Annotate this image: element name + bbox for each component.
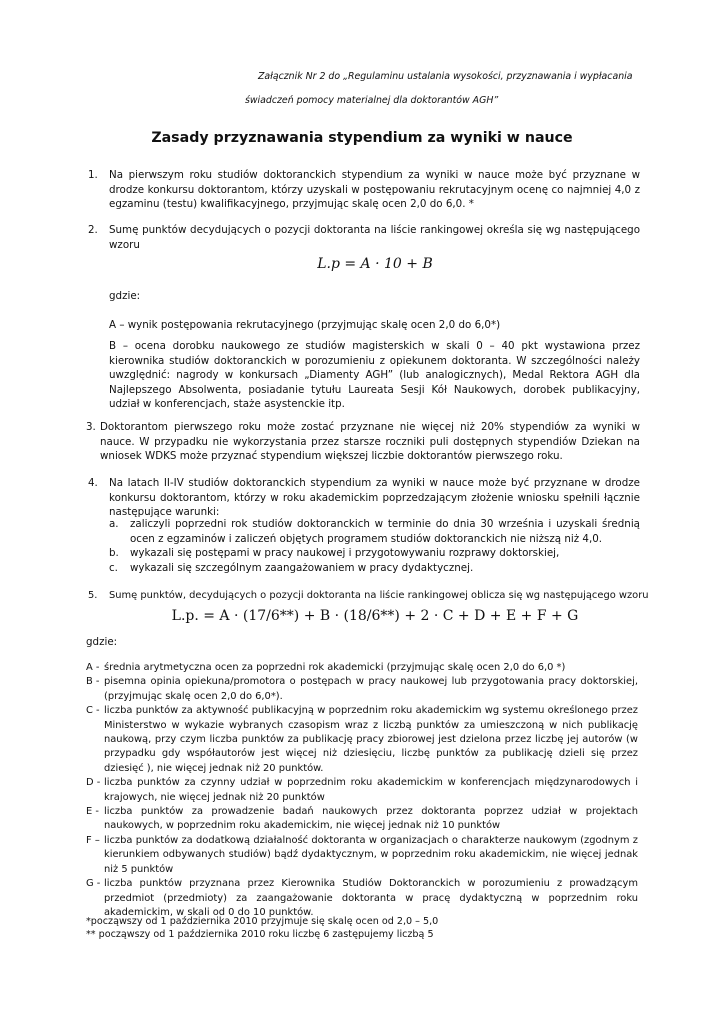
- section-2-number: 2.: [88, 224, 98, 236]
- section-3-text: Doktorantom pierwszego roku może zostać przyznane nie więcej niż 20% stypendiów za wyniki w nauce. W przypadku nie wykorzystania przez starsze roczniki puli dostępnych stypendiów Dziekan na wniosek WDKS może przyznać stypendium większej liczbie doktorantów pierwszego roku.: [100, 421, 640, 463]
- definition-g-label: G -: [86, 878, 101, 890]
- definition-f-label: F –: [86, 834, 100, 846]
- header-line-1: Załącznik Nr 2 do „Regulaminu ustalania wysokości, przyznawania i wypłacania: [258, 71, 633, 82]
- section-4-number: 4.: [88, 477, 98, 489]
- section-2-gdzie: gdzie:: [109, 290, 141, 302]
- footnote-2: ** począwszy od 1 października 2010 roku liczbę 6 zastępujemy liczbą 5: [86, 929, 434, 940]
- section-1: [88, 168, 640, 212]
- section-4-sublist: [109, 517, 640, 575]
- definition-a-label: A -: [86, 662, 100, 673]
- definition-b-text: pisemna opinia opiekuna/promotora o postępach w pracy naukowej lub przygotowania pracy doktorskiej, (przyjmując skalę ocen 2,0 do 6,0*).: [104, 676, 638, 702]
- definition-c: [86, 704, 638, 776]
- section-1-number: 1.: [88, 169, 98, 181]
- section-2: [88, 223, 640, 252]
- definition-e-label: E -: [86, 806, 99, 818]
- formula-1: L.p = A · 10 + B: [317, 256, 433, 272]
- section-1-text: Na pierwszym roku studiów doktoranckich stypendium za wyniki w nauce może być przyznane w drodze konkursu doktorantom, którzy uzyskali w postępowaniu rekrutacyjnym ocenę co najmniej 4,0 z egzaminu (testu) kwalifikacyjnego, przyjmując skalę ocen 2,0 do 6,0. *: [109, 169, 640, 211]
- section-5-text: Sumę punktów, decydujących o pozycji doktoranta na liście rankingowej oblicza się wg następującego wzoru: [109, 590, 649, 601]
- definition-f-text: liczba punktów za dodatkową działalność doktoranta w organizacjach o charakterze naukowym (zgodnym z kierunkiem odbywanych studiów) bądź dydaktycznym, w poprzednim roku akademickim, nie więcej jednak niż 5 punktów: [104, 834, 638, 875]
- definition-b-label: B -: [86, 676, 100, 688]
- subitem-a: [109, 517, 640, 546]
- subitem-c-text: wykazali się szczególnym zaangażowaniem w pracy dydaktycznej.: [130, 561, 474, 574]
- definition-c-text: liczba punktów za aktywność publikacyjną w poprzednim roku akademickim wg systemu określonego przez Ministerstwo w wykazie wybranych czasopism wraz z liczbą punktów za umieszczoną w nich publikację naukową, przy czym liczba punktów za publikację pracy zbiorowej jest dzielona przez liczbę jej autorów (w przypadku gdy współautorów jest więcej niż dziesięciu, liczbę punktów za publikację dzieli się przez dziesięć ), nie więcej jednak niż 20 punktów.: [104, 705, 638, 774]
- section-3-number: 3.: [86, 421, 96, 433]
- subitem-a-label: a.: [109, 518, 119, 530]
- subitem-c-label: c.: [109, 561, 118, 574]
- definition-d-text: liczba punktów za czynny udział w poprzednim roku akademickim w konferencjach międzynarodowych i krajowych, nie więcej jednak niż 20 punktów: [104, 777, 638, 803]
- definition-g: [86, 877, 638, 920]
- definition-a-rekrutacja: A – wynik postępowania rekrutacyjnego (przyjmując skalę ocen 2,0 do 6,0*): [109, 319, 501, 331]
- definition-b-dorobek: B – ocena dorobku naukowego ze studiów magisterskich w skali 0 – 40 pkt wystawiona przez kierownika studiów doktoranckich w porozumieniu z opiekunem doktoranta. W szczególności należy uwzględnić: nagrody w konkursach „Diamenty AGH” (lub analogicznych), Medal Rektora AGH dla Najlepszego Absolwenta, posiadanie tytułu Laureata Sesji Kół Naukowych, dorobek publikacyjny, udział w konferencjach, staże asystenckie itp.: [109, 340, 640, 411]
- formula-2: L.p. = A · (17/6**) + B · (18/6**) + 2 · C + D + E + F + G: [171, 608, 579, 624]
- subitem-b: [109, 546, 640, 561]
- definition-d: [86, 776, 638, 805]
- document-title: Zasady przyznawania stypendium za wyniki w nauce: [151, 130, 573, 146]
- definition-e: [86, 805, 638, 834]
- section-4: [88, 476, 640, 520]
- section-5-number: 5.: [88, 590, 98, 601]
- footnote-1: *począwszy od 1 października 2010 przyjmuje się skalę ocen od 2,0 – 5,0: [86, 916, 439, 927]
- definition-g-text: liczba punktów przyznana przez Kierownika Studiów Doktoranckich w porozumieniu z prowadzącym przedmiot (przedmioty) za zaangażowanie doktoranta w pracę dydaktyczną w poprzednim roku akademickim, w skali od 0 do 10 punktów.: [104, 878, 638, 918]
- section-4-text: Na latach II-IV studiów doktoranckich stypendium za wyniki w nauce może być przyznane w drodze konkursu doktorantom, którzy w roku akademickim poprzedzającym złożenie wniosku spełnili łącznie następujące warunki:: [109, 477, 640, 519]
- definition-f: [86, 834, 638, 877]
- section-5: [88, 589, 648, 603]
- definition-a: [86, 661, 638, 675]
- section-3: [86, 420, 640, 464]
- definition-c-label: C -: [86, 705, 100, 717]
- header-line-2: świadczeń pomocy materialnej dla doktorantów AGH”: [245, 95, 499, 106]
- subitem-c: [109, 561, 640, 576]
- subitem-a-text: zaliczyli poprzedni rok studiów doktoranckich w terminie do dnia 30 września i uzyskali średnią ocen z egzaminów i zaliczeń objętych programem studiów doktoranckich nie niższą niż 4,0.: [130, 518, 640, 545]
- subitem-b-text: wykazali się postępami w pracy naukowej i przygotowywaniu rozprawy doktorskiej,: [130, 547, 560, 560]
- subitem-b-label: b.: [109, 547, 119, 560]
- definition-b: [86, 675, 638, 704]
- definitions-list: [86, 661, 638, 920]
- definition-e-text: liczba punktów za prowadzenie badań naukowych przez doktoranta poprzez udział w projektach naukowych, w poprzednim roku akademickim, nie więcej jednak niż 10 punktów: [104, 806, 638, 832]
- section-2-text: Sumę punktów decydujących o pozycji doktoranta na liście rankingowej określa się wg następującego wzoru: [109, 224, 640, 251]
- definition-d-label: D -: [86, 777, 101, 789]
- section-5-gdzie: gdzie:: [86, 636, 118, 648]
- definition-a-text: średnia arytmetyczna ocen za poprzedni rok akademicki (przyjmując skalę ocen 2,0 do 6,0 *): [104, 662, 566, 673]
